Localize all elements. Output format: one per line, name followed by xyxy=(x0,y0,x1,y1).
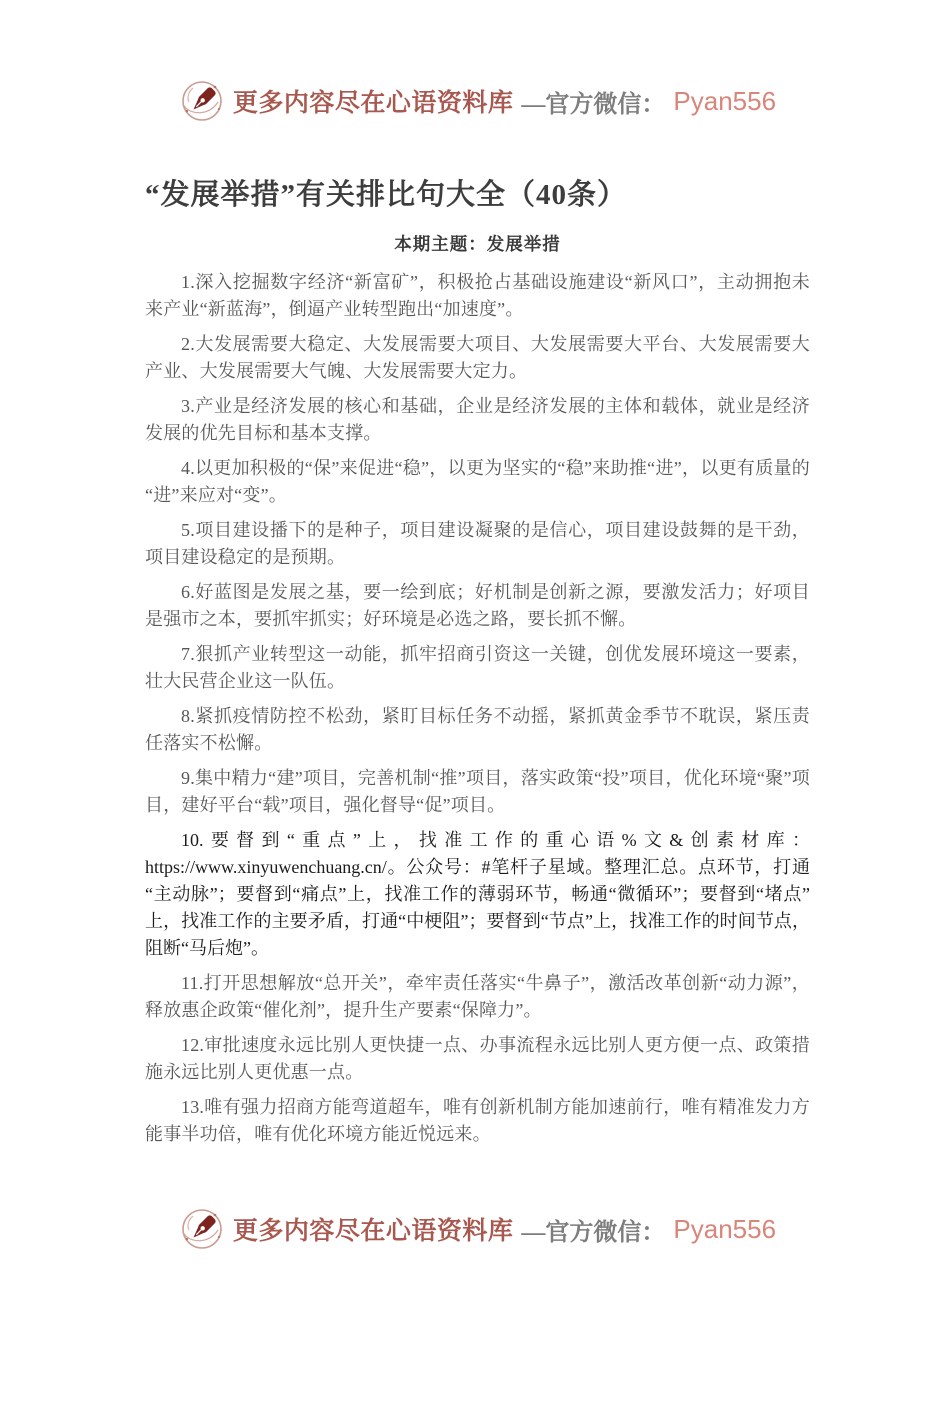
pen-nib-logo-icon xyxy=(179,1206,225,1252)
brand-wechat-id: Pyan556 xyxy=(673,85,777,116)
pen-nib-logo-icon xyxy=(179,78,225,124)
brand-wechat-label: —官方微信： xyxy=(521,91,666,118)
page-title: “发展举措”有关排比句大全（40条） xyxy=(145,179,628,211)
list-item-7: 7.狠抓产业转型这一动能，抓牢招商引资这一关键，创优发展环境这一要素，壮大民营企业这一队伍。 xyxy=(145,644,810,692)
brand-wechat-id: Pyan556 xyxy=(673,1213,777,1244)
topic-subtitle: 本期主题：发展举措 xyxy=(394,234,561,255)
footer-brand xyxy=(145,1204,810,1254)
sentence-list xyxy=(145,269,810,1148)
list-item-2: 2.大发展需要大稳定、大发展需要大项目、大发展需要大平台、大发展需要大产业、大发展需要大气魄、大发展需要大定力。 xyxy=(145,334,810,382)
list-item-11: 11.打开思想解放“总开关”，牵牢责任落实“牛鼻子”，激活改革创新“动力源”，释放惠企政策“催化剂”，提升生产要素“保障力”。 xyxy=(145,973,810,1021)
list-item-9: 9.集中精力“建”项目，完善机制“推”项目，落实政策“投”项目，优化环境“聚”项目，建好平台“载”项目，强化督导“促”项目。 xyxy=(145,768,810,816)
list-item-10-watermarked: 10.要督到“重点”上，找准工作的重心语%文&创素材库：https://www.xinyuwenchuang.cn/。公众号：#笔杆子星域。整理汇总。点环节，打通“主动脉”；要督到“痛点”上，找准工作的薄弱环节，畅通“微循环”；要督到“堵点”上，找准工作的主要矛盾，打通“中梗阻”；要督到“节点”上，找准工作的时间节点，阻断“马后炮”。 xyxy=(145,830,810,959)
list-item-13: 13.唯有强力招商方能弯道超车，唯有创新机制方能加速前行，唯有精准发力方能事半功倍，唯有优化环境方能近悦远来。 xyxy=(145,1097,810,1145)
header-brand xyxy=(145,76,810,126)
brand-wechat-label: —官方微信： xyxy=(521,1219,666,1246)
list-item-8: 8.紧抓疫情防控不松劲，紧盯目标任务不动摇，紧抓黄金季节不耽误，紧压责任落实不松懈。 xyxy=(145,706,810,754)
brand-text: 更多内容尽在心语资料库 xyxy=(232,90,514,117)
list-item-6: 6.好蓝图是发展之基，要一绘到底；好机制是创新之源，要激发活力；好项目是强市之本，要抓牢抓实；好环境是必选之路，要长抓不懈。 xyxy=(145,582,810,630)
list-item-1: 1.深入挖掘数字经济“新富矿”，积极抢占基础设施建设“新风口”，主动拥抱未来产业“新蓝海”，倒逼产业转型跑出“加速度”。 xyxy=(145,272,810,320)
list-item-3: 3.产业是经济发展的核心和基础，企业是经济发展的主体和载体，就业是经济发展的优先目标和基本支撑。 xyxy=(145,396,810,444)
document-page xyxy=(0,76,950,1420)
list-item-12: 12.审批速度永远比别人更快捷一点、办事流程永远比别人更方便一点、政策措施永远比别人更优惠一点。 xyxy=(145,1035,810,1083)
brand-text: 更多内容尽在心语资料库 xyxy=(232,1218,514,1246)
list-item-5: 5.项目建设播下的是种子，项目建设凝聚的是信心，项目建设鼓舞的是干劲，项目建设稳定的是预期。 xyxy=(145,520,810,568)
list-item-4: 4.以更加积极的“保”来促进“稳”，以更为坚实的“稳”来助推“进”，以更有质量的“进”来应对“变”。 xyxy=(145,458,810,506)
